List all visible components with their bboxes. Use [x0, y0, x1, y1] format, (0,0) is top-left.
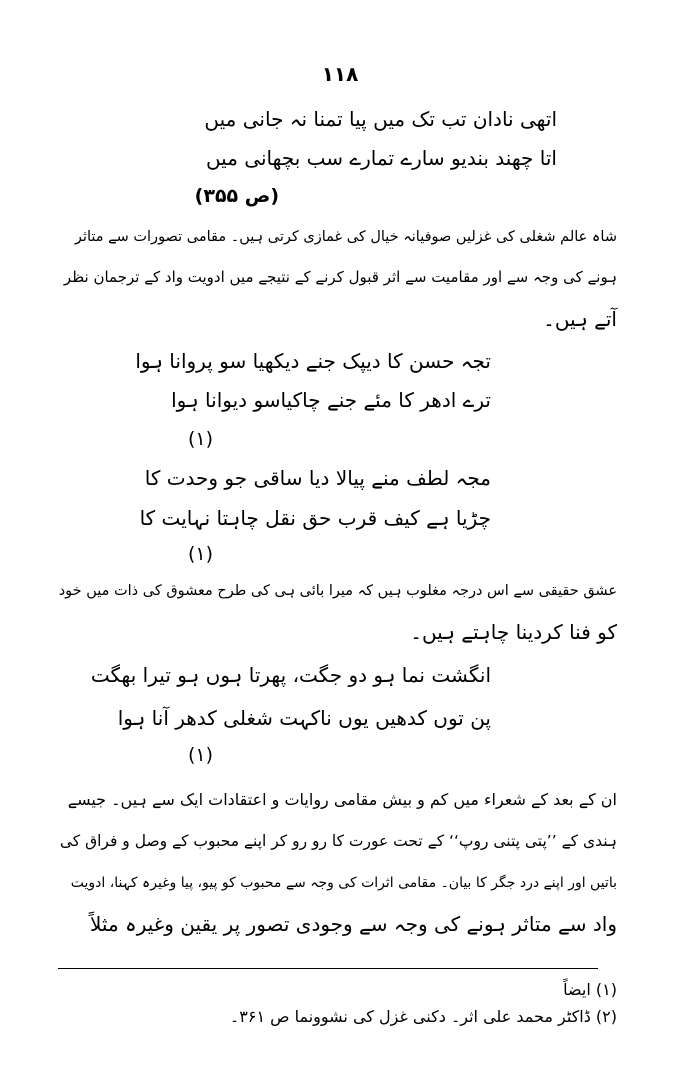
footnote: (۱) ایضاً: [563, 980, 617, 999]
paragraph-line: ہندی کے ’’پتی پتنی روپ‘‘ کے تحت عورت کا رو رو کر اپنے محبوب کے وصل و فراق کی: [59, 832, 617, 850]
paragraph-line: ان کے بعد کے شعراء میں کم و بیش مقامی روایات و اعتقادات ایک سے ہیں۔ جیسے: [67, 790, 617, 809]
verse-line: پن توں کدھیں یوں ناکہت شغلی کدھر آنا ہوا: [117, 706, 491, 730]
footnote-marker: (۱): [187, 744, 213, 766]
footnote: (۲) ڈاکٹر محمد علی اثر۔ دکنی غزل کی نشوونما ص ۳۶۱۔: [229, 1007, 617, 1026]
page-reference: (ص ۳۵۵): [194, 185, 279, 207]
verse-line: ترے ادھر کا مئے جنے چاکیاسو دیوانا ہوا: [171, 388, 491, 412]
verse-line: چڑیا ہے کیف قرب حق نقل چاہتا نہایت کا: [139, 506, 491, 530]
paragraph-line: شاہ عالم شغلی کی غزلیں صوفیانہ خیال کی غمازی کرتی ہیں۔ مقامی تصورات سے متاثر: [74, 229, 617, 245]
footnote-marker: (۱): [187, 543, 213, 565]
page-number: ۱۱۸: [321, 62, 359, 86]
paragraph-line: باتیں اور اپنے درد جگر کا بیان۔ مقامی اثرات کی وجہ سے محبوب کو پیو، پیا وغیرہ کہنا، ادویت: [70, 875, 617, 891]
verse-line: انگشت نما ہو دو جگت، پھرتا ہوں ہو تیرا بھگت: [90, 663, 491, 687]
verse-line: اتھی نادان تب تک میں پیا تمنا نہ جانی میں: [204, 107, 557, 131]
footnote-marker: (۱): [187, 428, 213, 450]
footnote-divider: [58, 968, 598, 969]
paragraph-line: آتے ہیں۔: [543, 307, 617, 331]
verse-line: تجہ حسن کا دیپک جنے دیکھیا سو پروانا ہوا: [135, 349, 491, 373]
paragraph-line: کو فنا کردینا چاہتے ہیں۔: [410, 620, 617, 644]
paragraph-line: عشق حقیقی سے اس درجہ مغلوب ہیں کہ میرا بائی ہی کی طرح معشوق کی ذات میں خود: [58, 583, 617, 599]
verse-line: اتا چھند بندیو سارے تمارے سب بچھانی میں: [205, 146, 557, 170]
paragraph-line: ہونے کی وجہ سے اور مقامیت سے اثر قبول کرنے کے نتیجے میں ادویت واد کے ترجمان نظر: [63, 268, 617, 286]
verse-line: مجہ لطف منے پیالا دیا ساقی جو وحدت کا: [144, 466, 491, 490]
paragraph-line: واد سے متاثر ہونے کی وجہ سے وجودی تصور پر یقین وغیرہ مثلاً: [89, 912, 617, 936]
